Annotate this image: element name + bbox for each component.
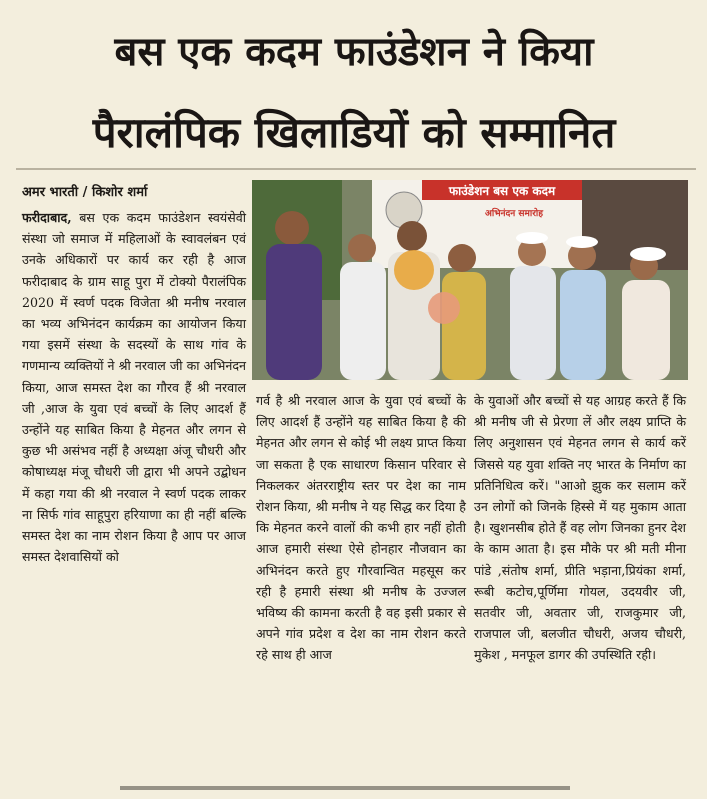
event-photo-illustration — [252, 180, 688, 380]
article-column-2 — [256, 390, 466, 666]
headline-line-1: बस एक कदम फाउंडेशन ने किया — [114, 29, 594, 75]
column-1-text: बस एक कदम फाउंडेशन स्वयंसेवी संस्था जो समाज में महिलाओं के स्वावलंबन एवं उनके अधिकारों पर कार्य कर रही है आज फरीदाबाद के ग्राम साहू पुरा में टोक्यो पैरालंपिक 2020 में स्वर्ण पदक विजेता श्री मनीष नरवाल का भव्य अभिनंदन कार्यक्रम का आयोजन किया गया इसमें संस्था के सदस्यों के साथ गांव के गणमान्य व्यक्तियों ने श्री नरवाल जी का अभिनंदन किया, आज समस्त देश का गौरव हैं श्री नरवाल जी ,आज के युवा एवं बच्चों के लिए आदर्श हैं उन्होंने यह साबित किया है मेहनत और लगन से कुछ भी असंभव नहीं है अध्यक्षा अंजू चौधरी और कोषाध्यक्ष मंजू चौधरी जी द्वारा भी अपने उद्बोधन में कहा गया की श्री नरवाल ने स्वर्ण पदक लाकर ना सिर्फ गांव साहूपुरा हरियाणा का ही नहीं बल्कि समस्त देश का नाम रोशन किया है आप पर आज समस्त देशवासियों को — [22, 210, 246, 565]
event-photo — [252, 180, 688, 380]
column-3-text: के युवाओं और बच्चों से यह आग्रह करते हैं कि श्री मनीष जी से प्रेरणा लें और लक्ष्य प्राप्ति के लिए अनुशासन एवं मेहनत लगन से कार्य करें जिससे यह युवा शक्ति नए भारत के निर्माण का प्रतिनिधित्व करें। "आओ झुक कर सलाम करें उन लोगों को जिनके हिस्से में यह मुकाम आता है। खुशनसीब होते हैं वह लोग जिनका हुनर देश के काम आता है। इस मौके पर श्री मती मीना पांडे ,संतोष शर्मा, प्रीति भड़ाना,प्रियंका शर्मा, रूबी कटोच,पूर्णिमा गोयल, उदयवीर जी, सतवीर जी, अवतार जी, राजकुमार जी, राजपाल जी, बलजीत चौधरी, अजय चौधरी, मुकेश , मनफूल डागर की उपस्थिति रही। — [474, 393, 686, 663]
banner-subtext: अभिनंदन समारोह — [484, 209, 544, 219]
headline-line-2: पैरालंपिक खिलाडियों को सम्मानित — [92, 108, 616, 157]
article-column-1 — [22, 207, 246, 567]
byline: अमर भारती / किशोर शर्मा — [22, 185, 148, 200]
bottom-edge-line — [120, 786, 570, 790]
headline-divider — [16, 168, 696, 170]
left-edge-margin — [0, 190, 8, 770]
article-column-3 — [474, 390, 686, 666]
column-2-text: गर्व है श्री नरवाल आज के युवा एवं बच्चों के लिए आदर्श हैं उन्होंने यह साबित किया है की मेहनत और लगन से कोई भी लक्ष्य प्राप्त किया जा सकता है एक साधारण किसान परिवार से निकलकर अंतरराष्ट्रीय स्तर पर देश का नाम रोशन किया, श्री मनीष ने यह सिद्ध कर दिया है कि मेहनत करने वालों की कभी हार नहीं होती आज हमारी संस्था ऐसे होनहार नौजवान का अभिनंदन करते हुए गौरवान्वित महसूस कर रही है हमारी संस्था श्री मनीष के उज्जल भविष्य की कामना करती है वह इसी प्रकार से अपने गांव प्रदेश व देश का नाम रोशन करते रहे साथ ही आज — [256, 393, 466, 663]
dateline: फरीदाबाद, — [22, 210, 72, 225]
banner-text: फाउंडेशन बस एक कदम — [448, 184, 556, 198]
